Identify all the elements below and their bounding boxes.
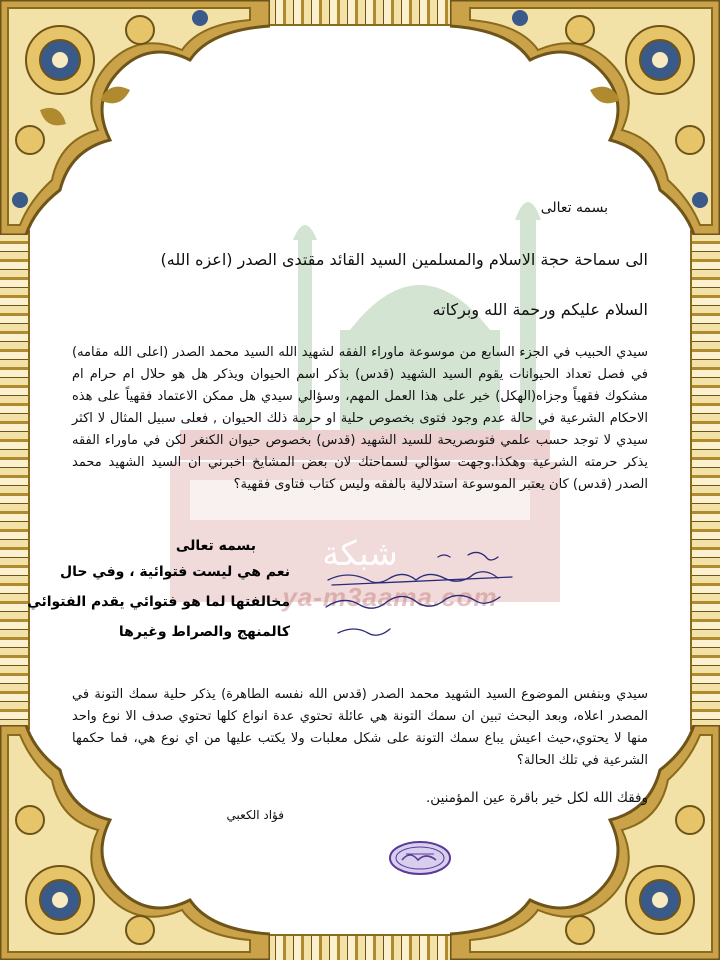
question-paragraph-2: سيدي وبنفس الموضوع السيد الشهيد محمد الصدر (قدس الله نفسه الطاهرة) يذكر حلية سمك التونة في المصدر اعلاه، وبعد البحث تبين ان سمك التونة هي عائلة تحتوي عدة انواع كلها تحتوي صدف الا نوع واحد منها لا يحتوي،حيث اعيش يباع سمك التونة على شكل معلبات ولا يكتب عليها من اي نوع هي، فما حكمها الشرعية في تلك الحالة؟: [72, 687, 648, 768]
letter-closing: وفقك الله لكل خير باقرة عين المؤمنين.: [426, 790, 648, 806]
answer-block: [27, 536, 290, 652]
sender-signature: فؤاد الكعبي: [226, 808, 284, 822]
frame-bottom-border: [265, 934, 455, 960]
letter-greeting: السلام عليكم ورحمة الله وبركاته: [432, 300, 648, 319]
question-paragraph-1: سيدي الحبيب في الجزء السابع من موسوعة ماوراء الفقه لشهيد الله السيد محمد الصدر (اعلى الله مقامه) في فصل تعداد الحيوانات يقوم السيد الشهيد (قدس) بذكر اسم الحيوان ويذكر هل هو حلال ام حرام ام مشكوك فقهياً وجزاه(الهكل) خير على هذا العمل المهم، وسؤالي سيدي هل ممكن الاعتماد فقهياً على هذه الاحكام الشرعية في حالة عدم وجود فتوى بخصوص حلية او حرمة ذلك الحيوان , فعلى سبيل المثال لا اكثر سيدي لا توجد حسب علمي فتوىصريحة للسيد الشهيد (قدس) بخصوص حيوان الكنغر لكن في ماوراء الفقه يذكر حرمته الشرعية وهكذا.وجهت سؤالي لسماحتك لان بعض المشايخ اخبرني ان السيد الشهيد محمد الصدر (قدس) كان يعتبر الموسوعة استدلالية بالفقه وليس كتاب فتاوى فقهية؟: [72, 345, 648, 492]
frame-left-border: [0, 230, 30, 730]
ornament-corner-top-left: [0, 0, 270, 235]
answer-line: مخالفتها لما هو فتوائي يقدم الفتوائي: [27, 594, 290, 610]
answer-heading: بسمه تعالى: [175, 538, 256, 554]
frame-top-border: [265, 0, 455, 26]
basmala-heading: بسمه تعالى: [540, 200, 608, 216]
frame-right-border: [690, 230, 720, 730]
letter-address: الى سماحة حجة الاسلام والمسلمين السيد القائد مقتدى الصدر (اعزه الله): [160, 250, 648, 269]
answer-line: كالمنهج والصراط وغيرها: [118, 624, 290, 640]
answer-line: نعم هي ليست فتوائية ، وفي حال: [59, 564, 290, 580]
handwritten-answer-image: [318, 545, 528, 645]
office-seal-stamp: [388, 840, 452, 876]
svg-text:شبكة: شبكة: [322, 534, 398, 574]
watermark-text: ya-m3aama.com: [282, 582, 498, 612]
